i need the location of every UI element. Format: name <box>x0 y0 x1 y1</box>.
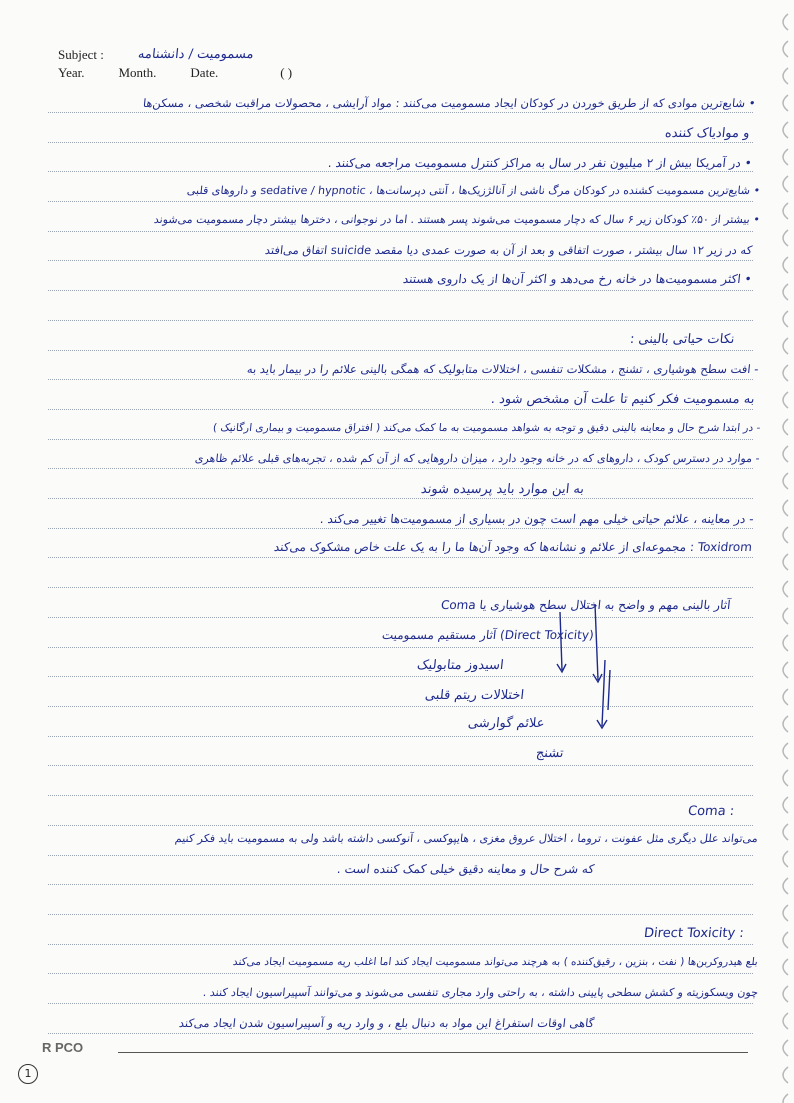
binding-ring <box>783 14 788 30</box>
binding-ring <box>783 716 788 732</box>
binding-ring <box>783 959 788 975</box>
arrow-2 <box>560 612 562 670</box>
ruled-line <box>48 112 753 113</box>
note-line-1: • شایع‌ترین موادی که از طریق خوردن در کودکان ایجاد مسمومیت می‌کنند : مواد آرایشی ، محصولات مراقبت شخصی ، مسکن‌ها <box>142 96 757 110</box>
binding-ring <box>783 824 788 840</box>
month-label: Month. <box>118 65 157 80</box>
ruled-line <box>48 736 753 737</box>
list-direct-toxicity: (Direct Toxicity) آثار مستقیم مسمومیت <box>381 628 595 642</box>
binding-ring <box>783 851 788 867</box>
note-line-16-coma: آثار بالینی مهم و واضح به اختلال سطح هوشیاری یا Coma <box>439 598 731 612</box>
note-line-4: • شایع‌ترین مسمومیت کشنده در کودکان مرگ ناشی از آنالژزیک‌ها ، آنتی دپرسانت‌ها ، sedative / hypnotic و داروهای قلبی <box>186 184 761 197</box>
binding-ring <box>783 176 788 192</box>
note-line-7: • اکثر مسمومیت‌ها در خانه رخ می‌دهد و اکثر آن‌ها از یک داروی هستند <box>402 272 753 286</box>
binding-ring <box>783 554 788 570</box>
note-line-27: چون ویسکوزیته و کشش سطحی پایینی داشته ، به راحتی وارد مجاری تنفسی می‌شوند و می‌توانند آسپیراسیون ایجاد کنند . <box>202 986 759 999</box>
binding-ring <box>783 41 788 57</box>
binding-ring <box>783 986 788 1002</box>
binding-ring <box>783 905 788 921</box>
binding-ring <box>783 1013 788 1029</box>
note-line-23: می‌تواند علل دیگری مثل عفونت ، تروما ، اختلال عروق مغزی ، هایپوکسی ، آنوکسی داشته باشد ولی به مسمومیت باید فکر کنیم <box>174 832 759 845</box>
binding-ring <box>783 257 788 273</box>
section-heading-clinical: نکات حیاتی بالینی : <box>628 332 735 347</box>
binding-ring <box>783 635 788 651</box>
ruled-line <box>48 914 753 915</box>
arrow-1 <box>595 604 598 680</box>
binding-ring <box>783 446 788 462</box>
binding-ring <box>783 95 788 111</box>
binding-ring <box>783 419 788 435</box>
ruled-line <box>48 765 753 766</box>
note-line-24: که شرح حال و معاینه دقیق خیلی کمک کننده است . <box>336 862 595 876</box>
ruled-line <box>48 1033 753 1034</box>
ruled-line <box>48 171 753 172</box>
section-heading-direct-toxicity: : Direct Toxicity <box>643 926 745 941</box>
ruled-line <box>48 528 753 529</box>
ruled-line <box>48 676 753 677</box>
ruled-line <box>48 795 753 796</box>
binding-ring <box>783 338 788 354</box>
binding-ring <box>783 365 788 381</box>
binding-ring <box>783 1094 788 1103</box>
ruled-line <box>48 617 753 618</box>
binding-ring <box>783 527 788 543</box>
ruled-line <box>48 944 753 945</box>
binding-ring <box>783 311 788 327</box>
binding-ring <box>783 689 788 705</box>
note-line-10: به مسمومیت فکر کنیم تا علت آن مشخص شود . <box>489 392 755 407</box>
binding-ring <box>783 500 788 516</box>
binding-ring <box>783 932 788 948</box>
binding-ring <box>783 392 788 408</box>
binding-ring <box>783 581 788 597</box>
brand-logo: R PCO <box>42 1040 84 1055</box>
ruled-line <box>48 973 753 974</box>
spiral-binding <box>764 0 794 1103</box>
list-gi-symptoms: علائم گوارشی <box>466 716 545 731</box>
ruled-line <box>48 557 753 558</box>
ruled-line <box>48 231 753 232</box>
list-cardiac-arrhythmia: اختلالات ریتم قلبی <box>424 688 525 703</box>
ruled-line <box>48 409 753 410</box>
note-line-5: • بیشتر از ۵۰٪ کودکان زیر ۶ سال که دچار مسمومیت می‌شوند پسر هستند . اما در نوجوانی ، دخترها بیشتر دچار مسمومیت می‌شوند <box>153 213 761 226</box>
binding-ring <box>783 1067 788 1083</box>
page-number: 1 <box>18 1064 38 1084</box>
note-line-13: به این موارد باید پرسیده شوند <box>420 482 585 497</box>
ruled-line <box>48 320 753 321</box>
note-line-12: - موارد در دسترس کودک ، داروهای که در خانه وجود دارد ، میزان داروهایی که از آن کم شده ، تجربه‌های قبلی علائم ظاهری <box>194 452 761 465</box>
note-line-15-toxidrom: Toxidrom : مجموعه‌ای از علائم و نشانه‌ها که وجود آن‌ها ما را به یک علت خاص مشکوک می‌کند <box>273 540 753 554</box>
binding-ring <box>783 68 788 84</box>
binding-ring <box>783 230 788 246</box>
note-line-14: - در معاینه ، علائم حیاتی خیلی مهم است چون در بسیاری از مسمومیت‌ها تغییر می‌کند . <box>319 512 755 526</box>
binding-ring <box>783 122 788 138</box>
note-line-2: و موادیاک کننده <box>664 126 751 141</box>
binding-ring <box>783 473 788 489</box>
note-line-9: - افت سطح هوشیاری ، تشنج ، مشکلات تنفسی ، اختلالات متابولیک که همگی بالینی علائم را در بیمار باید به <box>245 362 759 376</box>
binding-ring <box>783 203 788 219</box>
binding-ring <box>783 284 788 300</box>
binding-ring <box>783 149 788 165</box>
ruled-line <box>48 439 753 440</box>
ruled-line <box>48 587 753 588</box>
note-line-26: بلع هیدروکربن‌ها ( نفت ، بنزین ، رقیق‌کننده ) به هرچند می‌تواند مسمومیت ایجاد کند اما اغلب ریه مسمومیت ایجاد می‌کند <box>232 956 759 968</box>
year-label: Year. <box>58 65 85 80</box>
note-line-6: که در زیر ۱۲ سال بیشتر ، صورت اتفاقی و بعد از آن به صورت عمدی دیا مقصد suicide اتفاق می‌افتد <box>264 243 753 257</box>
arrow-4 <box>608 670 610 710</box>
ruled-line <box>48 855 753 856</box>
ruled-line <box>48 498 753 499</box>
note-line-3: • در آمریکا بیش از ۲ میلیون نفر در سال به مراکز کنترل مسمومیت مراجعه می‌کنند . <box>327 156 753 170</box>
ruled-line <box>48 201 753 202</box>
ruled-line <box>48 290 753 291</box>
ruled-line <box>48 468 753 469</box>
list-seizure: تشنج <box>535 746 565 761</box>
binding-ring <box>783 743 788 759</box>
binding-ring <box>783 797 788 813</box>
date-paren: ( ) <box>280 65 293 80</box>
arrow-3 <box>602 660 605 726</box>
binding-ring <box>783 608 788 624</box>
binding-ring <box>783 878 788 894</box>
ruled-line <box>48 142 753 143</box>
note-line-11: - در ابتدا شرح حال و معاینه بالینی دقیق و توجه به شواهد مسمومیت به ما کمک می‌کند ( افتراق مسمومیت و بیماری ارگانیک ) <box>211 422 761 434</box>
binding-ring <box>783 662 788 678</box>
ruled-line <box>48 350 753 351</box>
date-label: Date. <box>190 65 219 80</box>
binding-ring <box>783 770 788 786</box>
ruled-line <box>48 260 753 261</box>
ruled-line <box>48 379 753 380</box>
footer-line <box>118 1052 748 1053</box>
binding-ring <box>783 1040 788 1056</box>
note-line-28: گاهی اوقات استفراغ این مواد به دنبال بلع ، و وارد ریه و آسپیراسیون شدن ایجاد می‌کند <box>178 1016 595 1030</box>
ruled-line <box>48 884 753 885</box>
list-metabolic-acidosis: اسیدوز متابولیک <box>416 658 505 673</box>
ruled-line <box>48 825 753 826</box>
ruled-line <box>48 647 753 648</box>
ruled-line <box>48 706 753 707</box>
subject-label: Subject : <box>58 47 104 62</box>
diagram-arrows <box>540 600 640 750</box>
page-header <box>58 46 292 82</box>
subject-value: مسمومیت / دانشنامه <box>137 47 255 62</box>
section-heading-coma: : Coma <box>687 804 735 819</box>
ruled-line <box>48 1003 753 1004</box>
